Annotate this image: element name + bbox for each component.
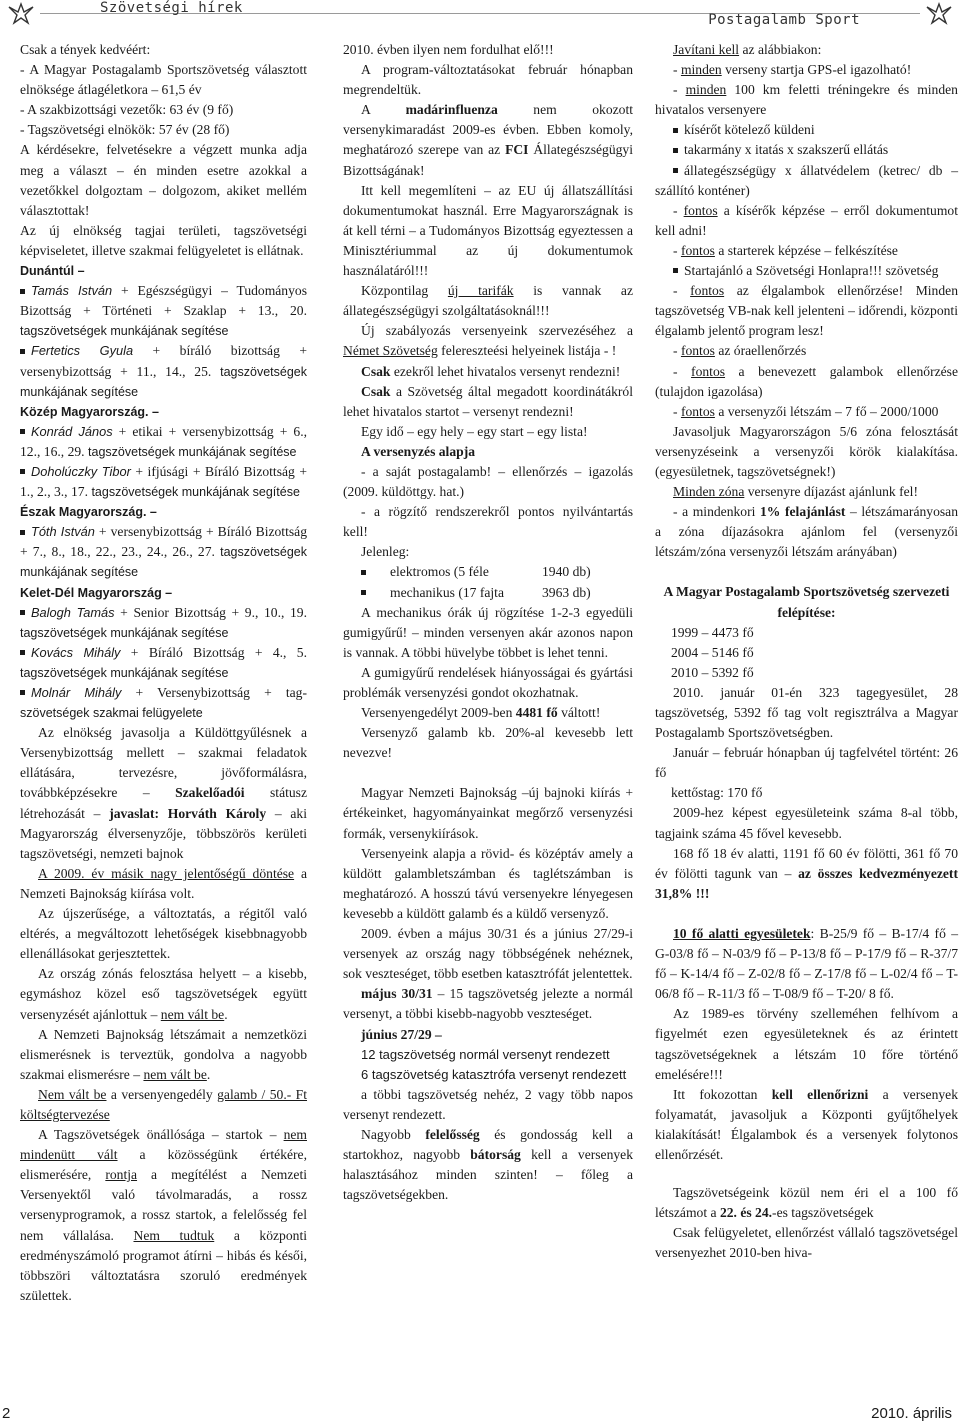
stat-line: 2004 – 5146 fő (671, 644, 754, 660)
paragraph: 2009. évben a május 30/31 és a június 27/29-i versenyek az ország nagy többségének nehéznek, sok veszteséget, több esetben katasztrófát jelentettek. (343, 926, 633, 982)
paragraph: Itt kell megemlíteni – az EU új állatszállítási dokumentumokat használ. Erre Magyarországnak is át kell térni – a Tudományos Bizottság egyeztessen a Minisztériummal az új dokumentumok használatáról!!! (343, 182, 633, 279)
paragraph: Tagszövetségeink közül nem éri el a 100 fő létszámot a 22. és 24.-es tagszövetségek (655, 1185, 958, 1221)
list-item: mechanikus (17 fajta 3963 db) (343, 583, 633, 603)
pigeon-logo-icon (6, 1, 36, 29)
paragraph: A Tagszövetségek önállósága – startok – nem mindenütt vált a közösségünk értékére, elismerésére, rontja a megítélést a Nemzeti Versenyektől való távolmaradás, a rossz versenyprogramok, a rossz startok, a felelősség fel nem vállalása. Nem tudtuk a központi eredményszámoló programot átírni – hibás és késői, többszöri változtatásra szoruló eredmények születtek. (20, 1127, 307, 1303)
stat-line: 2010 – 5392 fő (671, 664, 754, 680)
region-heading: Észak Magyarország. – (20, 505, 157, 520)
column-left (20, 40, 307, 1306)
paragraph: A mechanikus órák új rögzítése 1-2-3 egyedüli gumigyűrű! – minden versenyen akár azonos napon is vannak. A többi hüvelybe többet is lehet tenni. (343, 604, 633, 660)
page-number: 2 (2, 1405, 11, 1422)
paragraph: Központilag új tarifák is vannak az állategészségügyi szolgáltatásoknál!!! (343, 283, 633, 319)
paragraph: Magyar Nemzeti Bajnokság –új bajnoki kiírás + értékeinket, hagyományainkat megőrző versenyzési formák, versenykiírások. (343, 785, 633, 841)
paragraph: - fontos az élgalambok ellenőrzése! Minden tagszövetség VB-nak kell jelenteni – időrendi, központi élgalamb jelentő program lesz! (655, 283, 958, 339)
paragraph: Minden zóna versenyre díjazást ajánlunk fel! (673, 484, 918, 500)
bullet-icon (20, 469, 25, 474)
paragraph: - fontos a starterek képzése – felkészítése (673, 242, 898, 258)
paragraph: - a mindenkori 1% felajánlást – létszámarányosan a zóna díjazásokra ajánlom fel (versenyzői létszám/zóna versenyzői létszám arányában) (655, 504, 958, 560)
bullet-icon (673, 168, 678, 173)
paragraph: 2010. évben ilyen nem fordulhat elő!!! (343, 42, 554, 57)
member-entry: Tóth István + versenybizottság + Bíráló Bizottság + 7., 8., 18., 22., 23., 24., 26., 27. tagszövetségek munkájának segítése (20, 524, 307, 580)
list-item: Startajánló a Szövetségi Honlapra!!! szövetség (655, 261, 958, 281)
member-entry: Fertetics Gyula + bíráló bizottság + versenybizottság + 11., 14., 25. tagszövetségek munkájának segítése (20, 343, 307, 399)
paragraph: Nem vált be a versenyengedély galamb / 50.- Ft költségtervezése (20, 1086, 308, 1122)
paragraph: Az 1989-es törvény szelleméhen felhívom a figyelmét ezen egyesületeknek és az érintett tagszövetségeknek a létszám 10 főre történő emelésére!!! (655, 1006, 958, 1082)
bullet-icon (20, 610, 25, 615)
bullet-icon (673, 148, 678, 153)
column-right (655, 40, 958, 1263)
member-entry: Kovács Mihály + Bíráló Bizottság + 4., 5. tagszövetségek munkájának segítése (20, 644, 307, 680)
paragraph: A 2009. év másik nagy jelentőségű döntése a Nemzeti Bajnokság kiírása volt. (20, 865, 308, 901)
paragraph: Január – február hónapban új tagfelvétel történt: 26 fő (655, 745, 958, 781)
stat-line: kettőstag: 170 fő (671, 785, 763, 801)
paragraph: Az ország zónás felosztása helyett – a kisebb, egymáshoz közel eső tagszövetségek együtt versenyzését ajánlottuk – nem vált be. (20, 966, 307, 1022)
paragraph: - fontos az óraellenőrzés (673, 343, 807, 359)
pigeon-logo-icon (924, 1, 954, 29)
bullet-icon (673, 128, 678, 133)
paragraph: A gumigyűrű rendelések hiányosságai és gyártási problémák versenyzési gondot okozhatnak. (343, 664, 633, 700)
page-header (0, 0, 960, 30)
paragraph: - a rögzítő rendszerekről pontos nyilvántartás kell! (343, 504, 633, 540)
paragraph: a többi tagszövetség nehéz, 2 vagy több napos versenyt rendezett. (343, 1086, 633, 1122)
paragraph: Új szabályozás versenyeink szervezéséhez a Német Szövetség felereszteési helyeinek listája - ! (343, 323, 633, 359)
bullet-icon (361, 590, 366, 595)
paragraph: Egy idő – egy hely – egy start – egy lista! (361, 423, 588, 439)
paragraph: 12 tagszövetség normál versenyt rendezett (361, 1046, 610, 1062)
paragraph: - minden 100 km feletti tréningekre és minden hivatalos versenyere (655, 82, 958, 118)
list-item: takarmány x itatás x szakszerű ellátás (655, 140, 958, 160)
paragraph: Javasoljuk Magyarországon 5/6 zóna felosztását versenyzéseink a versenyzői körök kialakítása. (egyesületnek, tagszövetségnek!) (655, 423, 958, 479)
paragraph: 168 fő 18 év alatti, 1191 fő 60 év fölötti, 361 fő 70 év fölötti tagunk van – az összes kedvezményezett 31,8% !!! (655, 845, 958, 901)
paragraph: 6 tagszövetség katasztrófa versenyt rendezett (361, 1066, 627, 1082)
region-heading: Közép Magyarország. – (20, 404, 159, 419)
paragraph: 2010. január 01-én 323 tagegyesület, 28 tagszövetség, 5392 fő tag volt regisztrálva a Magyar Postagalamb Sportszövetségben. (655, 684, 958, 741)
region-heading: Dunántúl – (20, 264, 85, 279)
paragraph: Jelenleg: (361, 544, 410, 560)
member-entry: Konrád János + etikai + versenybizottság + 6., 12., 16., 29. tagszövetségek munkájának segítése (20, 423, 308, 459)
bullet-icon (20, 349, 25, 354)
section-heading: A Magyar Postagalamb Sportszövetség szervezeti felépítése: (663, 584, 950, 620)
bullet-icon (673, 268, 678, 273)
paragraph: május 30/31 – 15 tagszövetség jelezte a normál versenyt, a többi kisebb-nagyobb veszteséget. (343, 986, 633, 1022)
issue-date: 2010. április (871, 1405, 952, 1422)
paragraph: Az újszerűsége, a változtatás, a régitől való eltérés, a megváltozott lehetőségek kisebbnagyobb ellenállásokat gerjesztettek. (20, 906, 307, 962)
list-item: kísérőt kötelező küldeni (655, 120, 958, 140)
paragraph: 2009-hez képest egyesületeink száma 8-al több, tagjaink száma 45 fővel kevesebb. (655, 805, 958, 841)
paragraph: Csak felügyeletet, ellenőrzést vállaló tagszövetségel versenyezhet 2010-ben hiva- (655, 1225, 958, 1261)
region-heading: Kelet-Dél Magyarország – (20, 585, 173, 600)
section-heading: A versenyzés alapja (361, 443, 476, 459)
header-right-title: Postagalamb Sport (708, 12, 860, 28)
paragraph: A Nemzeti Bajnokság létszámait a nemzetközi elismerésnek is terveztük, gondolva a nagyobb szakmai elismerésre – nem vált be. (20, 1026, 307, 1082)
member-entry: Doholúczky Tibor + ifjúsági + Bíráló Bizottság + 1., 2., 3., 17. tagszövetségek munkájának segítése (20, 463, 307, 500)
paragraph: A madárinfluenza nem okozott versenykimaradást 2009-es évben. Ebben komoly, meghatározó szerepe van az FCI Állategészségügyi Bizottságának! (343, 102, 633, 178)
paragraph: Csak a Szövetség által megadott koordinátákról lehet hivatalos startot – versenyt rendezni! (343, 383, 633, 419)
paragraph: Javítani kell az alábbiakon: (673, 42, 822, 57)
bullet-icon (361, 570, 366, 575)
paragraph: - fontos a kísérők képzése – erről dokumentumot kell adni! (655, 202, 958, 238)
section-heading: június 27/29 – (361, 1026, 442, 1042)
paragraph: Versenyző galamb kb. 20%-al kevesebb lett nevezve! (343, 725, 633, 761)
paragraph: - a saját postagalamb! – ellenőrzés – igazolás (2009. küldöttgy. hat.) (343, 463, 633, 500)
paragraph: Az új elnökség tagjai területi, tagszövetségi képviseletet, illetve szakmai felügyeletet is ellátnak. (20, 222, 307, 258)
bullet-icon (20, 429, 25, 434)
paragraph: 10 fő alatti egyesületek: B-25/9 fő – B-17/4 fő – G-03/8 fő – N-03/9 fő – P-13/8 fő – P-17/9 fő – R-37/7 fő – K-14/4 fő – Z-02/8 fő – Z-17/8 fő – L-02/4 fő – T-06/8 fő – R-11/3 fő – T-08/9 fő – T-20/ 8 fő. (655, 925, 958, 1002)
paragraph: Az elnökség javasolja a Küldöttgyűlésnek a Versenybizottság mellett – szakmai feladatok ellátására, tervezésre, jövőformálásra, továbbképzésekre – Szakelőadói státusz létrehozását – javaslat: Horváth Károly – aki Magyarország élversenyzője, többszörös kerületi tagszövetségi, nemzeti bajnok (20, 725, 308, 861)
paragraph: A program-változtatásokat február hónapban megrendeltük. (343, 62, 633, 98)
list-item: állategészségügy x állatvédelem (ketrec/ db – szállító konténer) (655, 162, 958, 198)
column-middle (343, 40, 633, 1205)
member-entry: Molnár Mihály + Versenybizottság + tag- szövetségek szakmai felügyelete (20, 685, 307, 721)
paragraph: Csak ezekről lehet hivatalos versenyt rendezni! (361, 363, 621, 379)
paragraph: Itt fokozottan kell ellenőrizni a versenyek folyamatát, javasoljuk a Központi gyűjtőhelyek kialakítását! Élgalambok és a versenyek folytonos ellenőrzését. (655, 1086, 958, 1162)
paragraph: - fontos a versenyzői létszám – 7 fő – 2000/1000 (673, 403, 939, 419)
paragraph: Versenyeink alapja a rövid- és középtáv amely a küldött galambletszámban és taglétszámban is meghatározó. A hosszú távú versenyekre lényegesen kevesebb a küldött galamb és a küldő versenyző. (343, 845, 633, 921)
stat-line: 1999 – 4473 fő (671, 624, 754, 640)
paragraph: - fontos a benevezett galambok ellenőrzése (tulajdon igazolása) (655, 363, 958, 399)
list-item: elektromos (5 féle 1940 db) (343, 562, 633, 582)
paragraph: - minden verseny startja GPS-el igazolható! (673, 62, 912, 78)
header-left-title: Szövetségi hírek (100, 0, 243, 16)
member-entry: Tamás István + Egészségügyi – Tudományos Bizottság + Történeti + Szaklap + 13., 20. tagszövetségek munkájának segítése (20, 283, 307, 339)
bullet-icon (20, 650, 25, 655)
paragraph: - Tagszövetségi elnökök: 57 év (28 fő) (20, 122, 230, 138)
member-entry: Balogh Tamás + Senior Bizottság + 9., 10., 19. tagszövetségek munkájának segítése (20, 604, 307, 640)
paragraph: Nagyobb felelősség és gondosság kell a startokhoz, nagyobb bátorság kell a versenyek halasztásához minden szinten! – főleg a tagszövetségekben. (343, 1126, 634, 1203)
bullet-icon (20, 289, 25, 294)
paragraph: - A Magyar Postagalamb Sportszövetség választott elnöksége átlagéletkora – 61,5 év (20, 62, 307, 98)
paragraph: - A szakbizottsági vezetők: 63 év (9 fő) (20, 102, 234, 118)
paragraph: Csak a tények kedvéért: (20, 42, 151, 57)
paragraph: A kérdésekre, felvetésekre a végzett munka adja meg a választ – én minden esetre azokkal a vezetőkkel dolgoztam – dolgozom, akiket mellém választottak! (20, 142, 307, 218)
bullet-icon (20, 690, 25, 695)
bullet-icon (20, 530, 25, 535)
paragraph: Versenyengedélyt 2009-ben 4481 fő váltott! (361, 705, 601, 721)
